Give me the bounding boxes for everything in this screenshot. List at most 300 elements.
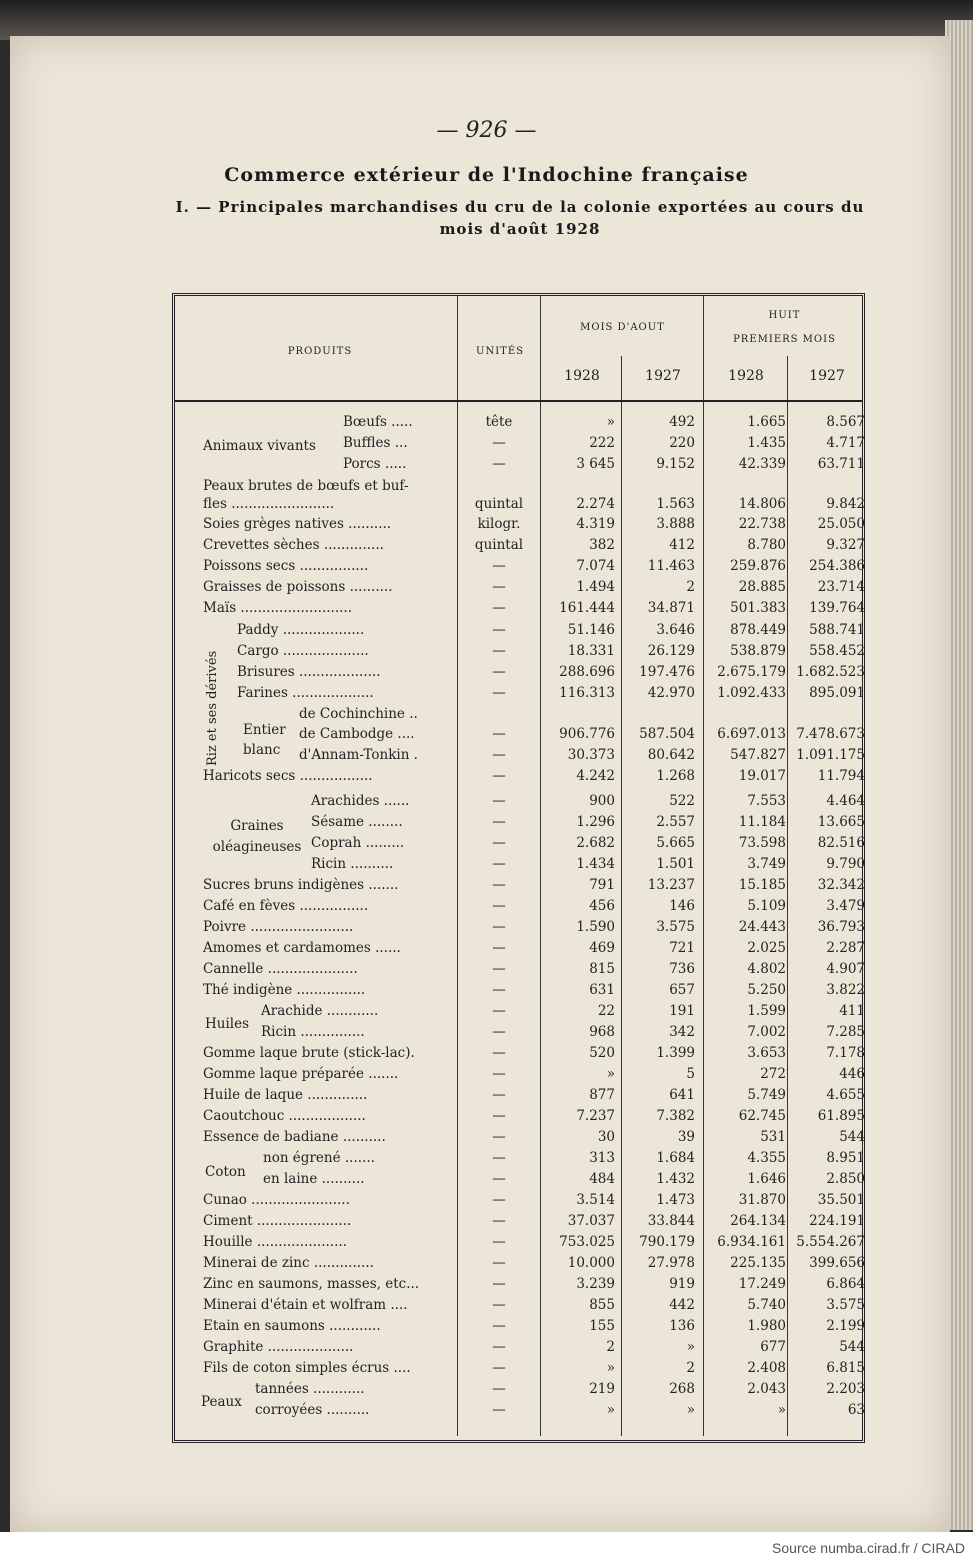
value-8mois-1927: 3.822 <box>826 982 865 998</box>
table-row <box>175 414 865 435</box>
value-aout-1928: » <box>606 414 615 430</box>
row-unit: — <box>492 558 506 574</box>
value-8mois-1928: 1.092.433 <box>717 685 786 701</box>
value-8mois-1927: 4.655 <box>826 1087 865 1103</box>
row-unit: — <box>492 1276 506 1292</box>
value-8mois-1927: 6.815 <box>826 1360 865 1376</box>
row-product: Ciment ...................... <box>203 1213 352 1229</box>
value-aout-1927: » <box>686 1339 695 1355</box>
value-aout-1927: 13.237 <box>647 877 695 893</box>
value-aout-1928: 161.444 <box>559 600 615 616</box>
table-row <box>175 726 865 747</box>
row-unit: — <box>492 1360 506 1376</box>
value-aout-1927: 412 <box>669 537 695 553</box>
row-unit: — <box>492 919 506 935</box>
value-aout-1927: 5 <box>686 1066 695 1082</box>
value-8mois-1928: 677 <box>760 1339 786 1355</box>
value-8mois-1927: 9.842 <box>826 496 865 512</box>
table-row <box>175 747 865 768</box>
row-unit: — <box>492 726 506 742</box>
value-aout-1927: 9.152 <box>656 456 695 472</box>
value-aout-1927: 1.399 <box>656 1045 695 1061</box>
value-8mois-1927: 544 <box>839 1339 865 1355</box>
table-row <box>175 940 865 961</box>
value-8mois-1928: 42.339 <box>738 456 786 472</box>
value-8mois-1927: 32.342 <box>817 877 865 893</box>
group-animaux: Animaux vivants <box>203 438 316 454</box>
row-product: Gomme laque brute (stick-lac). <box>203 1045 415 1061</box>
row-product: Sésame ........ <box>311 814 403 830</box>
row-unit: — <box>492 1297 506 1313</box>
value-8mois-1928: 17.249 <box>738 1276 786 1292</box>
value-aout-1927: 26.129 <box>647 643 695 659</box>
row-product: Coprah ......... <box>311 835 405 851</box>
value-aout-1927: 657 <box>669 982 695 998</box>
table-row <box>175 600 865 621</box>
value-8mois-1927: 139.764 <box>809 600 865 616</box>
value-aout-1927: 919 <box>669 1276 695 1292</box>
row-unit: — <box>492 1381 506 1397</box>
value-aout-1927: 522 <box>669 793 695 809</box>
row-unit: — <box>492 940 506 956</box>
row-unit: — <box>492 835 506 851</box>
value-8mois-1928: 8.780 <box>747 537 786 553</box>
table-row <box>175 982 865 1003</box>
row-product: Farines ................... <box>237 685 374 701</box>
row-product: Sucres bruns indigènes ....... <box>203 877 399 893</box>
header-unites: UNITÉS <box>476 346 524 357</box>
row-product: Graisses de poissons .......... <box>203 579 393 595</box>
row-unit: quintal <box>474 496 524 512</box>
value-aout-1927: 42.970 <box>647 685 695 701</box>
value-8mois-1928: 3.653 <box>747 1045 786 1061</box>
row-product: de Cambodge .... <box>299 726 415 742</box>
header-huit: HUIT <box>768 310 801 321</box>
value-aout-1927: 27.978 <box>647 1255 695 1271</box>
value-aout-1928: 520 <box>589 1045 615 1061</box>
value-8mois-1928: 4.355 <box>747 1150 786 1166</box>
value-aout-1928: 18.331 <box>567 643 615 659</box>
table-row <box>175 768 865 789</box>
value-8mois-1928: 501.383 <box>730 600 786 616</box>
value-aout-1927: 197.476 <box>639 664 695 680</box>
value-8mois-1928: 14.806 <box>738 496 786 512</box>
group-entier-blanc: Entier blanc <box>243 722 286 758</box>
value-aout-1928: 22 <box>597 1003 615 1019</box>
row-product: tannées ............ <box>255 1381 365 1397</box>
value-aout-1927: 1.432 <box>656 1171 695 1187</box>
value-aout-1928: 7.074 <box>576 558 615 574</box>
row-unit: — <box>492 1192 506 1208</box>
value-aout-1928: 4.319 <box>576 516 615 532</box>
value-8mois-1928: 7.553 <box>747 793 786 809</box>
row-unit: — <box>492 1234 506 1250</box>
row-product: Huile de laque .............. <box>203 1087 368 1103</box>
value-8mois-1928: 4.802 <box>747 961 786 977</box>
table-row <box>175 1255 865 1276</box>
value-aout-1927: 220 <box>669 435 695 451</box>
table-row <box>175 1150 865 1171</box>
value-aout-1928: 288.696 <box>559 664 615 680</box>
value-8mois-1928: 28.885 <box>738 579 786 595</box>
value-8mois-1928: 2.025 <box>747 940 786 956</box>
row-product: de Cochinchine .. <box>299 706 418 722</box>
table-row <box>175 1381 865 1402</box>
header-produits: PRODUITS <box>287 346 353 357</box>
value-8mois-1927: 4.464 <box>826 793 865 809</box>
value-8mois-1927: 1.682.523 <box>796 664 865 680</box>
value-8mois-1927: 2.287 <box>826 940 865 956</box>
value-aout-1928: 968 <box>589 1024 615 1040</box>
value-aout-1928: 855 <box>589 1297 615 1313</box>
row-unit: — <box>492 1255 506 1271</box>
row-unit: — <box>492 1402 506 1418</box>
value-aout-1927: 80.642 <box>647 747 695 763</box>
value-8mois-1927: 2.850 <box>826 1171 865 1187</box>
value-8mois-1927: 63 <box>847 1402 865 1418</box>
row-product: Minerai d'étain et wolfram .... <box>203 1297 408 1313</box>
value-8mois-1928: 547.827 <box>730 747 786 763</box>
row-unit: — <box>492 579 506 595</box>
header-year: 1927 <box>809 368 845 384</box>
value-8mois-1927: 63.711 <box>817 456 865 472</box>
value-8mois-1928: 1.980 <box>747 1318 786 1334</box>
value-aout-1928: 30 <box>597 1129 615 1145</box>
table-row <box>175 1213 865 1234</box>
value-8mois-1927: 2.203 <box>826 1381 865 1397</box>
value-aout-1928: 30.373 <box>567 747 615 763</box>
value-aout-1927: 2.557 <box>656 814 695 830</box>
table-row <box>175 1066 865 1087</box>
table-row <box>175 1297 865 1318</box>
value-aout-1927: 34.871 <box>647 600 695 616</box>
value-aout-1928: 37.037 <box>567 1213 615 1229</box>
table-row <box>175 814 865 835</box>
row-unit: — <box>492 814 506 830</box>
row-product: Soies grèges natives .......... <box>203 516 392 532</box>
value-8mois-1928: 3.749 <box>747 856 786 872</box>
value-aout-1928: 7.237 <box>576 1108 615 1124</box>
row-product: corroyées .......... <box>255 1402 370 1418</box>
value-aout-1928: 900 <box>589 793 615 809</box>
value-aout-1927: 3.646 <box>656 622 695 638</box>
value-8mois-1928: » <box>777 1402 786 1418</box>
table-row <box>175 685 865 706</box>
value-8mois-1928: 538.879 <box>730 643 786 659</box>
row-product: Poissons secs ................ <box>203 558 369 574</box>
value-8mois-1928: 24.443 <box>738 919 786 935</box>
row-unit: kilogr. <box>477 516 521 532</box>
table-row <box>175 1129 865 1150</box>
value-aout-1927: 136 <box>669 1318 695 1334</box>
table-row <box>175 516 865 537</box>
value-aout-1927: 1.268 <box>656 768 695 784</box>
value-aout-1928: 815 <box>589 961 615 977</box>
table-row <box>175 706 862 727</box>
value-8mois-1927: 895.091 <box>809 685 865 701</box>
row-product: Porcs ..... <box>343 456 407 472</box>
row-unit: — <box>492 877 506 893</box>
table-row <box>175 793 865 814</box>
table-row <box>175 456 865 477</box>
row-product: Arachide ............ <box>261 1003 379 1019</box>
row-unit: — <box>492 1024 506 1040</box>
value-8mois-1927: 558.452 <box>809 643 865 659</box>
row-product: Gomme laque préparée ....... <box>203 1066 399 1082</box>
table-row <box>175 537 865 558</box>
value-aout-1928: 116.313 <box>559 685 615 701</box>
table-row <box>175 664 865 685</box>
value-8mois-1928: 1.665 <box>747 414 786 430</box>
value-8mois-1928: 2.675.179 <box>717 664 786 680</box>
page-number: — 926 — <box>436 118 537 143</box>
row-product: Graphite .................... <box>203 1339 354 1355</box>
row-unit: tête <box>485 414 513 430</box>
row-unit: — <box>492 1318 506 1334</box>
value-8mois-1927: 9.327 <box>826 537 865 553</box>
value-aout-1927: 492 <box>669 414 695 430</box>
value-8mois-1928: 5.109 <box>747 898 786 914</box>
row-unit: — <box>492 600 506 616</box>
value-aout-1927: 7.382 <box>656 1108 695 1124</box>
value-8mois-1928: 5.250 <box>747 982 786 998</box>
table-row <box>175 835 865 856</box>
group-riz: Riz et ses dérivés <box>205 650 220 766</box>
value-8mois-1927: 588.741 <box>809 622 865 638</box>
row-unit: — <box>492 856 506 872</box>
value-8mois-1927: 61.895 <box>817 1108 865 1124</box>
value-8mois-1928: 11.184 <box>738 814 786 830</box>
row-product: Brisures ................... <box>237 664 381 680</box>
table-row <box>175 1360 865 1381</box>
header-premiers-mois: PREMIERS MOIS <box>733 334 836 345</box>
value-aout-1927: » <box>686 1402 695 1418</box>
row-product: Cargo .................... <box>237 643 369 659</box>
value-8mois-1927: 446 <box>839 1066 865 1082</box>
value-aout-1927: 442 <box>669 1297 695 1313</box>
value-8mois-1927: 2.199 <box>826 1318 865 1334</box>
row-product: Fils de coton simples écrus .... <box>203 1360 411 1376</box>
row-unit: — <box>492 793 506 809</box>
table-row <box>175 1024 865 1045</box>
row-unit: — <box>492 685 506 701</box>
value-aout-1928: 3.239 <box>576 1276 615 1292</box>
value-8mois-1927: 4.907 <box>826 961 865 977</box>
table-row <box>175 919 865 940</box>
row-product: Minerai de zinc .............. <box>203 1255 374 1271</box>
value-aout-1928: 3.514 <box>576 1192 615 1208</box>
row-unit: — <box>492 1066 506 1082</box>
value-aout-1928: 4.242 <box>576 768 615 784</box>
value-aout-1927: 790.179 <box>639 1234 695 1250</box>
value-8mois-1927: 36.793 <box>817 919 865 935</box>
value-aout-1927: 33.844 <box>647 1213 695 1229</box>
row-unit: — <box>492 622 506 638</box>
value-aout-1927: 11.463 <box>647 558 695 574</box>
table-subtitle: I. — Principales marchandises du cru de la colonie exportées au cours du mois d'août 1928 <box>175 198 865 238</box>
value-8mois-1928: 5.740 <box>747 1297 786 1313</box>
group-graines: Graines oléagineuses <box>212 818 302 855</box>
value-8mois-1927: 224.191 <box>809 1213 865 1229</box>
header-rule <box>175 400 862 402</box>
row-product: Peaux brutes de bœufs et buf- <box>203 478 409 494</box>
table-row <box>175 435 865 456</box>
row-unit: — <box>492 1339 506 1355</box>
row-unit: quintal <box>474 537 524 553</box>
value-8mois-1927: 8.567 <box>826 414 865 430</box>
row-product: Bœufs ..... <box>343 414 413 430</box>
value-8mois-1927: 3.575 <box>826 1297 865 1313</box>
value-8mois-1928: 225.135 <box>730 1255 786 1271</box>
value-aout-1928: 1.590 <box>576 919 615 935</box>
row-product: Maïs .......................... <box>203 600 352 616</box>
value-aout-1927: 641 <box>669 1087 695 1103</box>
value-aout-1928: 2.274 <box>576 496 615 512</box>
table-row <box>175 1108 865 1129</box>
value-aout-1927: 1.684 <box>656 1150 695 1166</box>
value-aout-1928: » <box>606 1402 615 1418</box>
value-8mois-1928: 264.134 <box>730 1213 786 1229</box>
value-aout-1927: 268 <box>669 1381 695 1397</box>
value-aout-1928: 484 <box>589 1171 615 1187</box>
value-8mois-1928: 272 <box>760 1066 786 1082</box>
row-product: Haricots secs ................. <box>203 768 373 784</box>
table-row <box>175 558 865 579</box>
value-8mois-1928: 5.749 <box>747 1087 786 1103</box>
value-aout-1927: 1.563 <box>656 496 695 512</box>
row-unit: — <box>492 435 506 451</box>
table-row <box>175 1276 865 1297</box>
value-8mois-1928: 6.697.013 <box>717 726 786 742</box>
value-aout-1928: 456 <box>589 898 615 914</box>
table-row <box>175 898 865 919</box>
value-aout-1928: 791 <box>589 877 615 893</box>
row-product: Caoutchouc .................. <box>203 1108 366 1124</box>
table-row <box>175 1003 865 1024</box>
row-product: Cannelle ..................... <box>203 961 358 977</box>
value-aout-1928: 906.776 <box>559 726 615 742</box>
table-row <box>175 1339 865 1360</box>
value-aout-1928: 1.494 <box>576 579 615 595</box>
value-8mois-1927: 7.478.673 <box>796 726 865 742</box>
row-unit: — <box>492 1087 506 1103</box>
value-8mois-1927: 1.091.175 <box>796 747 865 763</box>
value-8mois-1927: 411 <box>839 1003 865 1019</box>
value-aout-1927: 39 <box>677 1129 695 1145</box>
value-aout-1928: 1.434 <box>576 856 615 872</box>
value-8mois-1927: 544 <box>839 1129 865 1145</box>
value-8mois-1928: 2.408 <box>747 1360 786 1376</box>
table-row <box>175 1234 865 1255</box>
value-8mois-1927: 35.501 <box>817 1192 865 1208</box>
row-product: Crevettes sèches .............. <box>203 537 384 553</box>
value-aout-1928: » <box>606 1360 615 1376</box>
value-8mois-1928: 259.876 <box>730 558 786 574</box>
row-unit: — <box>492 1129 506 1145</box>
table-row <box>175 1402 865 1423</box>
table-row <box>175 1045 865 1066</box>
header-mois-aout: MOIS D'AOUT <box>580 322 665 333</box>
exports-table <box>172 293 865 1443</box>
value-aout-1928: 3 645 <box>576 456 615 472</box>
value-8mois-1927: 8.951 <box>826 1150 865 1166</box>
value-8mois-1927: 254.386 <box>809 558 865 574</box>
value-aout-1927: 1.501 <box>656 856 695 872</box>
value-aout-1928: 382 <box>589 537 615 553</box>
row-product: Thé indigène ................ <box>203 982 366 998</box>
source-credit: Source numba.cirad.fr / CIRAD <box>772 1540 965 1556</box>
row-product: Etain en saumons ............ <box>203 1318 381 1334</box>
value-aout-1927: 3.575 <box>656 919 695 935</box>
row-product: Houille ..................... <box>203 1234 347 1250</box>
row-unit: — <box>492 982 506 998</box>
row-product: non égrené ....... <box>263 1150 375 1166</box>
value-aout-1928: 469 <box>589 940 615 956</box>
value-8mois-1928: 878.449 <box>730 622 786 638</box>
row-product: d'Annam-Tonkin . <box>299 747 418 763</box>
row-product: Cunao ....................... <box>203 1192 350 1208</box>
value-aout-1928: 2.682 <box>576 835 615 851</box>
row-product: Buffles ... <box>343 435 408 451</box>
table-row <box>175 877 865 898</box>
value-aout-1927: 2 <box>686 579 695 595</box>
row-unit: — <box>492 1213 506 1229</box>
row-product: en laine .......... <box>263 1171 365 1187</box>
value-aout-1927: 587.504 <box>639 726 695 742</box>
row-unit: — <box>492 898 506 914</box>
table-row <box>175 1171 865 1192</box>
value-8mois-1927: 23.714 <box>817 579 865 595</box>
group-coton: Coton <box>205 1164 246 1180</box>
table-row <box>175 579 865 600</box>
row-unit: — <box>492 1045 506 1061</box>
value-aout-1927: 721 <box>669 940 695 956</box>
value-aout-1927: 191 <box>669 1003 695 1019</box>
row-product: Café en fèves ................ <box>203 898 369 914</box>
row-product: Ricin .......... <box>311 856 394 872</box>
value-8mois-1928: 1.435 <box>747 435 786 451</box>
row-product: Zinc en saumons, masses, etc... <box>203 1276 420 1292</box>
value-8mois-1927: 82.516 <box>817 835 865 851</box>
value-8mois-1928: 6.934.161 <box>717 1234 786 1250</box>
table-row <box>175 856 865 877</box>
table-row <box>175 1087 865 1108</box>
value-aout-1927: 146 <box>669 898 695 914</box>
row-unit: — <box>492 747 506 763</box>
value-aout-1927: 2 <box>686 1360 695 1376</box>
row-unit: — <box>492 1150 506 1166</box>
table-row <box>175 1192 865 1213</box>
value-8mois-1927: 9.790 <box>826 856 865 872</box>
value-aout-1927: 736 <box>669 961 695 977</box>
table-row <box>175 643 865 664</box>
value-aout-1927: 1.473 <box>656 1192 695 1208</box>
value-aout-1928: 10.000 <box>567 1255 615 1271</box>
value-aout-1928: 155 <box>589 1318 615 1334</box>
value-8mois-1927: 11.794 <box>817 768 865 784</box>
value-8mois-1927: 25.050 <box>817 516 865 532</box>
table-row <box>175 961 865 982</box>
row-unit: — <box>492 1171 506 1187</box>
group-huiles: Huiles <box>205 1016 250 1032</box>
value-aout-1928: 631 <box>589 982 615 998</box>
row-unit: — <box>492 664 506 680</box>
value-8mois-1927: 5.554.267 <box>796 1234 865 1250</box>
value-8mois-1928: 7.002 <box>747 1024 786 1040</box>
row-product: Essence de badiane .......... <box>203 1129 386 1145</box>
value-8mois-1928: 1.599 <box>747 1003 786 1019</box>
value-aout-1927: 3.888 <box>656 516 695 532</box>
